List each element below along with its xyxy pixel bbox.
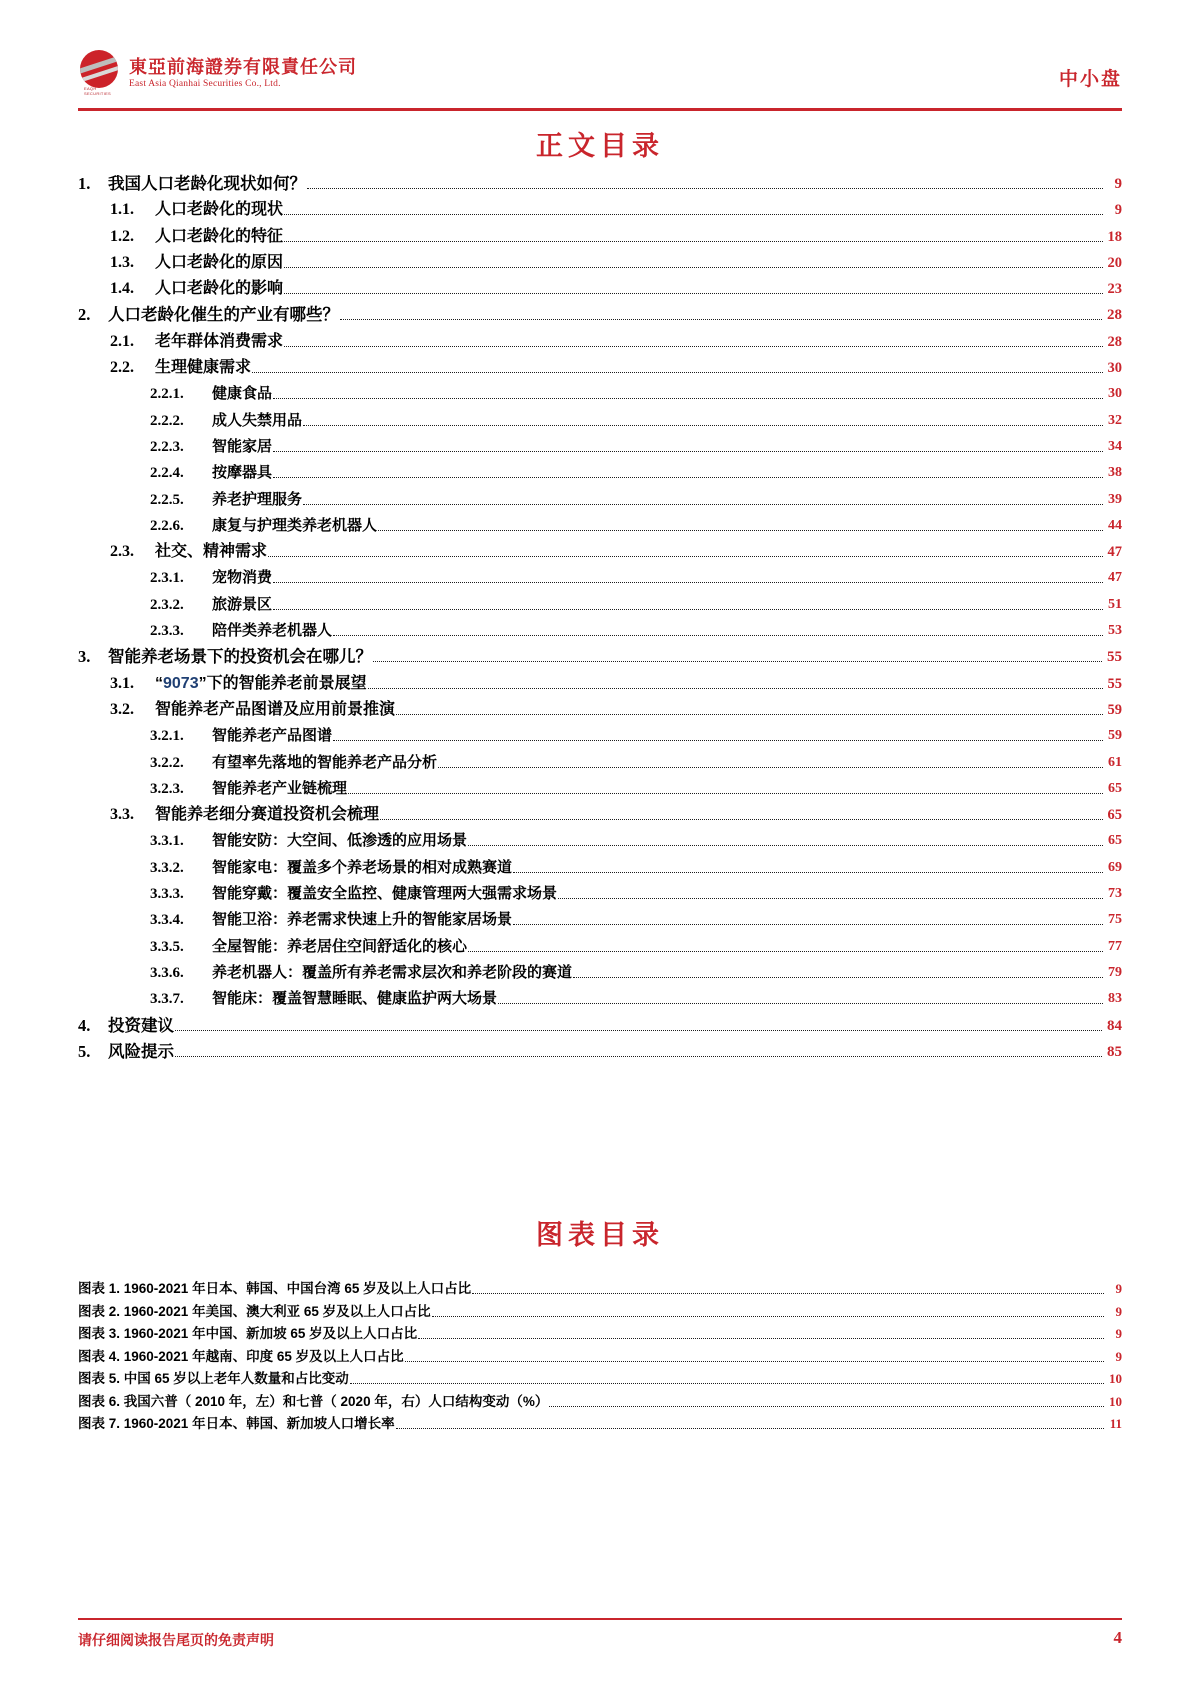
figure-leader-dots (418, 1333, 1104, 1339)
toc-entry-page: 59 (1107, 701, 1122, 718)
toc-entry-page: 83 (1108, 991, 1122, 1007)
figure-list-entry[interactable] (78, 1394, 1122, 1410)
toc-entry-label: 按摩器具 (212, 464, 273, 482)
toc-entry-page: 79 (1108, 964, 1122, 980)
toc-entry-label: 老年群体消费需求 (155, 332, 284, 350)
toc-entry-number: 2.2.3. (150, 438, 184, 455)
toc-entry-label: 智能养老产业链梳理 (212, 779, 348, 797)
toc-entry[interactable] (78, 334, 1122, 350)
toc-entry[interactable] (78, 965, 1122, 981)
toc-leader-dots (340, 313, 1102, 320)
company-name-cn: 東亞前海證券有限責任公司 (129, 56, 357, 77)
toc-entry-page: 28 (1107, 333, 1122, 350)
toc-entry-page: 9 (1114, 202, 1122, 219)
figure-list (78, 1281, 1122, 1439)
figure-list-title: 图表目录 (536, 1220, 664, 1250)
figure-entry-page: 11 (1109, 1416, 1122, 1431)
toc-entry[interactable] (78, 492, 1122, 508)
toc-entry-number: 3.3.4. (150, 912, 184, 929)
toc-entry-number: 5. (78, 1041, 91, 1061)
figure-list-entry[interactable] (78, 1416, 1122, 1432)
toc-leader-dots (368, 682, 1103, 689)
toc-entry-number: 2.3.2. (150, 596, 184, 613)
toc-entry[interactable] (78, 1041, 1122, 1061)
figure-entry-label: 图表 3. 1960-2021 年中国、新加坡 65 岁及以上人口占比 (78, 1326, 418, 1341)
toc-entry-page: 30 (1107, 360, 1122, 377)
toc-entry[interactable] (78, 939, 1122, 955)
toc-entry-quoted-token: 9073 (163, 674, 199, 692)
toc-entry-label: 养老机器人：覆盖所有养老需求层次和养老阶段的赛道 (212, 963, 573, 981)
toc-entry-label: 智能穿戴：覆盖安全监控、健康管理两大强需求场景 (212, 885, 558, 903)
toc-entry-label: 人口老龄化的影响 (155, 280, 284, 298)
toc-entry[interactable] (78, 281, 1122, 297)
toc-entry[interactable] (78, 518, 1122, 534)
toc-entry[interactable] (78, 807, 1122, 823)
toc-entry-number: 4. (78, 1015, 91, 1035)
toc-leader-dots (273, 392, 1103, 399)
figure-entry-page: 9 (1115, 1348, 1122, 1364)
figure-leader-dots (405, 1356, 1104, 1362)
toc-entry-number: 2.2.2. (150, 412, 184, 429)
toc-entry[interactable] (78, 728, 1122, 744)
toc-leader-dots (380, 813, 1102, 820)
figure-entry-label: 图表 1. 1960-2021 年日本、韩国、中国台湾 65 岁及以上人口占比 (78, 1281, 472, 1296)
toc-entry[interactable] (78, 386, 1122, 402)
figure-entry-page: 9 (1115, 1326, 1122, 1341)
toc-entry-page: 65 (1108, 833, 1122, 849)
toc-entry[interactable] (78, 413, 1122, 429)
toc-entry-number: 3.2.2. (150, 754, 184, 771)
toc-entry[interactable] (78, 229, 1122, 245)
footer-divider (78, 1618, 1122, 1620)
toc-entry-label: 智能养老场景下的投资机会在哪儿？ (108, 648, 372, 667)
toc-entry-number: 2.3.1. (150, 570, 184, 587)
toc-entry[interactable] (78, 360, 1122, 376)
figure-entry-label: 图表 5. 中国 65 岁以上老年人数量和占比变动 (78, 1371, 349, 1386)
figure-leader-dots (472, 1288, 1104, 1294)
figure-entry-page: 10 (1109, 1371, 1122, 1386)
toc-entry-page: 47 (1107, 544, 1122, 561)
toc-leader-dots (175, 1050, 1102, 1057)
toc-leader-dots (284, 208, 1103, 215)
toc-entry-label: 人口老龄化的现状 (155, 201, 284, 219)
figure-leader-dots (396, 1423, 1104, 1429)
toc-entry-label: 宠物消费 (212, 569, 273, 587)
toc-leader-dots (303, 498, 1103, 505)
toc-entry[interactable] (78, 755, 1122, 771)
toc-entry-number: 3. (78, 647, 91, 667)
toc-entry-number: 3.3. (110, 806, 134, 824)
toc-entry[interactable] (78, 860, 1122, 876)
toc-leader-dots (348, 787, 1103, 794)
toc-entry-number: 2.3. (110, 543, 134, 561)
toc-entry-number: 3.3.7. (150, 991, 184, 1008)
toc-entry-number: 2.2.6. (150, 517, 184, 534)
figure-leader-dots (549, 1401, 1104, 1407)
toc-entry-number: 3.3.1. (150, 833, 184, 850)
toc-leader-dots (438, 761, 1103, 768)
toc-entry-page: 84 (1107, 1017, 1122, 1034)
figure-entry-label: 图表 2. 1960-2021 年美国、澳大利亚 65 岁及以上人口占比 (78, 1303, 431, 1319)
toc-entry-page: 9 (1114, 176, 1122, 192)
toc-entry[interactable] (78, 439, 1122, 455)
toc-entry-label: 生理健康需求 (155, 359, 252, 377)
toc-entry-number: 2.2.1. (150, 386, 184, 403)
toc-entry-number: 3.1. (110, 674, 134, 692)
toc-entry-number: 1.1. (110, 201, 134, 219)
toc-entry[interactable] (78, 781, 1122, 797)
toc-leader-dots (498, 997, 1103, 1004)
toc-leader-dots (378, 524, 1103, 531)
toc-leader-dots (468, 839, 1103, 846)
toc-leader-dots (468, 945, 1103, 952)
toc-leader-dots (303, 419, 1103, 426)
toc-entry-number: 2.3.3. (150, 623, 184, 640)
toc-leader-dots (252, 366, 1102, 373)
toc-leader-dots (273, 471, 1103, 478)
toc-leader-dots (396, 708, 1102, 715)
toc-leader-dots (284, 235, 1102, 242)
toc-entry-label: 有望率先落地的智能养老产品分析 (212, 753, 438, 771)
toc-leader-dots (513, 866, 1103, 873)
toc-entry-label: 智能床：覆盖智慧睡眠、健康监护两大场景 (212, 990, 498, 1008)
toc-leader-dots (175, 1024, 1102, 1031)
toc-entry[interactable] (78, 623, 1122, 639)
toc-entry-label: 智能养老产品图谱 (212, 727, 333, 745)
toc-entry-page: 65 (1107, 807, 1122, 824)
toc-entry[interactable] (78, 465, 1122, 481)
toc-entry-label: 人口老龄化的特征 (155, 227, 284, 245)
toc-entry-label: 智能安防：大空间、低渗透的应用场景 (212, 832, 468, 850)
figure-list-entry[interactable] (78, 1281, 1122, 1297)
toc-entry-label: 投资建议 (108, 1016, 174, 1035)
toc-entry-number: 2.1. (110, 332, 134, 350)
toc-entry-number: 2.2. (110, 359, 134, 377)
toc-leader-dots (307, 182, 1103, 189)
company-logo (78, 50, 357, 96)
toc-title: 正文目录 (536, 131, 664, 161)
figure-leader-dots (432, 1311, 1104, 1317)
figure-entry-label: 图表 6. 我国六普（ 2010 年，左）和七普（ 2020 年，右）人口结构变动（%） (78, 1393, 549, 1409)
toc-entry-page: 34 (1108, 438, 1122, 454)
toc-entry-page: 59 (1108, 728, 1122, 744)
toc-entry-page: 28 (1107, 307, 1122, 324)
figure-entry-page: 9 (1115, 1303, 1122, 1319)
toc-entry-number: 3.3.5. (150, 938, 184, 955)
toc-entry-label: 陪伴类养老机器人 (212, 622, 333, 640)
toc-leader-dots (573, 971, 1103, 978)
toc-entry-page: 32 (1108, 412, 1122, 428)
figure-entry-label: 图表 4. 1960-2021 年越南、印度 65 岁及以上人口占比 (78, 1348, 404, 1364)
toc-entry-label: 智能家电：覆盖多个养老场景的相对成熟赛道 (212, 858, 513, 876)
toc-entry[interactable] (78, 886, 1122, 902)
toc-leader-dots (284, 287, 1102, 294)
figure-entry-label: 图表 7. 1960-2021 年日本、韩国、新加坡人口增长率 (78, 1416, 395, 1431)
toc-entry[interactable] (78, 912, 1122, 928)
toc-entry-page: 75 (1108, 912, 1122, 928)
toc-entry-label: 智能家居 (212, 437, 273, 455)
toc-entry-label: 我国人口老龄化现状如何？ (108, 175, 306, 193)
toc-entry[interactable] (78, 202, 1122, 218)
toc-entry-page: 55 (1107, 675, 1122, 692)
toc-entry-page: 53 (1108, 623, 1122, 639)
toc-entry-page: 23 (1107, 281, 1122, 298)
toc-entry-label: 全屋智能：养老居住空间舒适化的核心 (212, 937, 468, 955)
page-number: 4 (1113, 1628, 1122, 1647)
toc-entry[interactable] (78, 255, 1122, 271)
toc-entry-number: 3.3.6. (150, 964, 184, 981)
header-divider (78, 108, 1122, 111)
toc-entry[interactable] (78, 597, 1122, 613)
toc-entry-page: 20 (1107, 254, 1122, 271)
toc-entry-label: 智能卫浴：养老需求快速上升的智能家居场景 (212, 911, 513, 929)
toc-entry-number: 3.3.3. (150, 886, 184, 903)
toc-entry-label: 智能养老细分赛道投资机会梳理 (155, 806, 380, 824)
figure-leader-dots (350, 1378, 1104, 1384)
toc-entry-number: 1. (78, 174, 91, 193)
toc-entry-page: 44 (1108, 517, 1122, 533)
toc-leader-dots (333, 734, 1103, 741)
toc-entry[interactable] (78, 1015, 1122, 1035)
report-category-label: 中小盘 (1058, 69, 1122, 90)
toc-entry-label: 社交、精神需求 (155, 543, 268, 561)
toc-leader-dots (513, 918, 1103, 925)
toc-entry-label: 智能养老产品图谱及应用前景推演 (155, 700, 396, 718)
toc-entry-number: 1.4. (110, 280, 134, 298)
page-header (78, 44, 1122, 106)
toc-entry-label: 养老护理服务 (212, 490, 303, 508)
toc-leader-dots (284, 340, 1102, 347)
toc-entry[interactable] (78, 676, 1122, 692)
toc-entry[interactable] (78, 176, 1122, 192)
toc-leader-dots (373, 655, 1102, 662)
toc-entry-page: 38 (1108, 465, 1122, 481)
toc-entry[interactable] (78, 307, 1122, 323)
toc-leader-dots (268, 550, 1102, 557)
toc-entry-number: 3.3.2. (150, 859, 184, 876)
toc-entry[interactable] (78, 544, 1122, 560)
toc-entry[interactable] (78, 649, 1122, 665)
toc-entry-number: 1.3. (110, 253, 134, 271)
toc-leader-dots (558, 892, 1103, 899)
toc-entry-label: 健康食品 (212, 385, 273, 403)
figure-list-entry[interactable] (78, 1349, 1122, 1365)
toc-leader-dots (273, 603, 1103, 610)
figure-list-entry[interactable] (78, 1326, 1122, 1342)
toc-entry-number: 2.2.4. (150, 465, 184, 482)
toc-entry[interactable] (78, 833, 1122, 849)
toc-entry-page: 85 (1107, 1043, 1122, 1060)
figure-entry-page: 10 (1109, 1393, 1122, 1409)
globe-logo-icon (78, 50, 120, 96)
toc-leader-dots (273, 576, 1103, 583)
toc-leader-dots (333, 629, 1103, 636)
toc-entry[interactable] (78, 570, 1122, 586)
toc-entry-page: 69 (1108, 859, 1122, 875)
toc-entry[interactable] (78, 991, 1122, 1007)
toc-entry-page: 39 (1108, 491, 1122, 507)
toc-entry-page: 18 (1107, 228, 1122, 245)
toc-leader-dots (284, 261, 1102, 268)
company-name-en: East Asia Qianhai Securities Co., Ltd. (129, 78, 281, 89)
disclaimer-note: 请仔细阅读报告尾页的免责声明 (78, 1632, 274, 1648)
table-of-contents (78, 176, 1122, 1070)
toc-entry-page: 55 (1107, 649, 1122, 666)
toc-entry-label: 人口老龄化催生的产业有哪些？ (108, 306, 339, 325)
toc-entry-page: 51 (1108, 596, 1122, 612)
toc-entry-label: “9073”下的智能养老前景展望 (155, 674, 367, 692)
toc-entry-page: 73 (1108, 886, 1122, 902)
toc-entry-number: 3.2.1. (150, 728, 184, 745)
toc-entry-label: 成人失禁用品 (212, 411, 303, 429)
figure-entry-page: 9 (1115, 1281, 1122, 1296)
toc-entry-number: 3.2. (110, 700, 134, 718)
toc-leader-dots (273, 445, 1103, 452)
page-footer (78, 1626, 1122, 1654)
toc-entry-page: 77 (1108, 938, 1122, 954)
toc-entry-label: 旅游景区 (212, 595, 273, 613)
figure-list-entry[interactable] (78, 1371, 1122, 1387)
figure-list-entry[interactable] (78, 1304, 1122, 1320)
toc-entry-number: 3.2.3. (150, 780, 184, 797)
logo-tagline: EAQH SECURITIES (84, 86, 112, 96)
toc-entry-label: 康复与护理类养老机器人 (212, 516, 378, 534)
toc-entry-number: 2.2.5. (150, 491, 184, 508)
toc-entry-page: 61 (1108, 754, 1122, 770)
toc-entry-label: 人口老龄化的原因 (155, 253, 284, 271)
toc-entry-page: 65 (1108, 780, 1122, 796)
toc-entry-page: 30 (1108, 386, 1122, 402)
toc-entry-label: 风险提示 (108, 1042, 174, 1061)
toc-entry-number: 1.2. (110, 227, 134, 245)
toc-entry-page: 47 (1108, 570, 1122, 586)
toc-entry[interactable] (78, 702, 1122, 718)
company-name-block (129, 56, 357, 91)
toc-entry-number: 2. (78, 305, 91, 325)
